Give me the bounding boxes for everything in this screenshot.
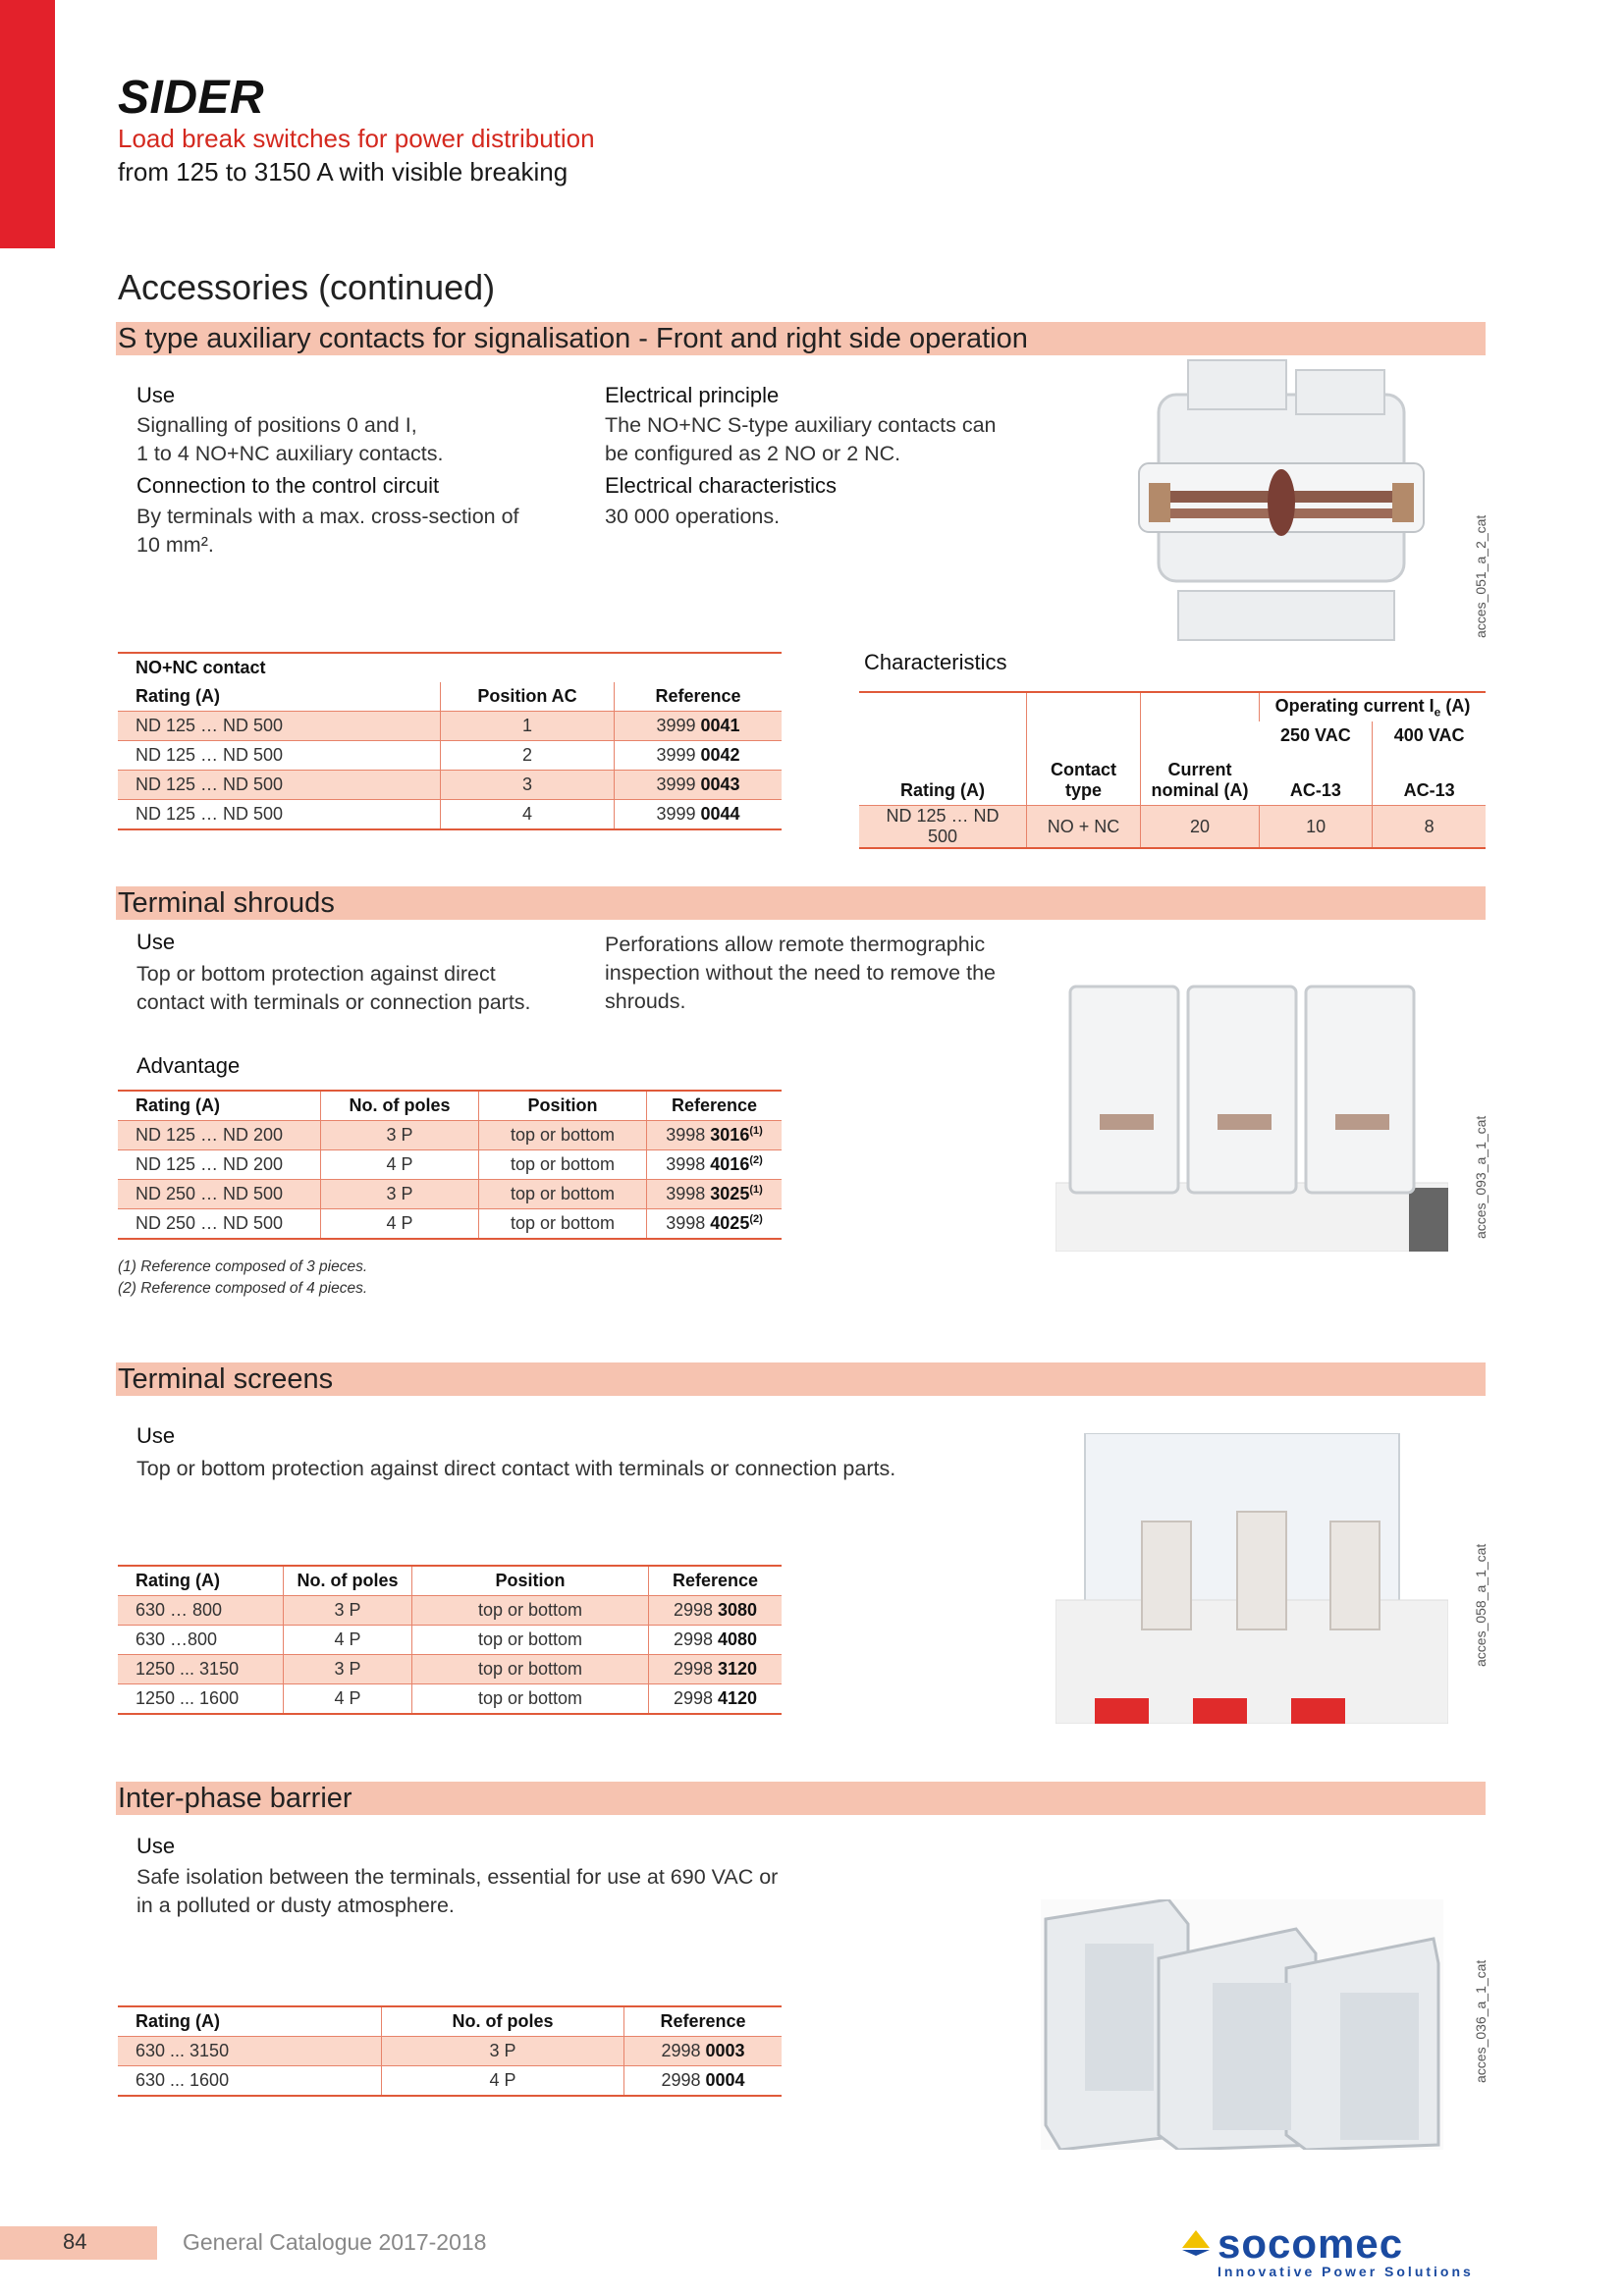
barrier-photo-reference: acces_036_a_1_cat bbox=[1473, 1959, 1489, 2083]
col-400vac: 400 VAC bbox=[1373, 721, 1486, 750]
section-band-aux-contacts: S type auxiliary contacts for signalisation - Front and right side operation bbox=[116, 322, 1486, 355]
table-row: 630 … 800 3 P top or bottom 2998 3080 bbox=[118, 1596, 782, 1626]
col-rating: Rating (A) bbox=[135, 1095, 220, 1115]
col-position: Position bbox=[479, 1091, 647, 1121]
aux-photo-reference: acces_051_a_2_cat bbox=[1473, 514, 1489, 638]
barrier-use-text: Safe isolation between the terminals, essential for use at 690 VAC or in a polluted or dusty atmosphere. bbox=[136, 1865, 779, 1917]
shrouds-advantage-label: Advantage bbox=[136, 1053, 241, 1078]
footnote-2: (2) Reference composed of 4 pieces. bbox=[118, 1280, 368, 1297]
aux-electrical-characteristics-text: 30 000 operations. bbox=[605, 505, 781, 528]
section-band-terminal-shrouds: Terminal shrouds bbox=[116, 886, 1486, 920]
col-contact-type: Contact type bbox=[1027, 692, 1141, 806]
table-row: ND 125 … ND 500 NO + NC 20 10 8 bbox=[859, 806, 1486, 849]
socomec-logo: socomec bbox=[1218, 2220, 1404, 2267]
aux-electrical-characteristics-label: Electrical characteristics bbox=[605, 473, 837, 498]
col-rating: Rating (A) bbox=[900, 780, 985, 800]
aux-use-text: Signalling of positions 0 and I, 1 to 4 NO+NC auxiliary contacts. bbox=[136, 413, 444, 465]
table-row: 1250 ... 1600 4 P top or bottom 2998 4120 bbox=[118, 1684, 782, 1715]
aux-contact-photo bbox=[1119, 355, 1443, 660]
page-heading: Accessories (continued) bbox=[118, 267, 496, 307]
table-row: 630 ... 1600 4 P 2998 0004 bbox=[118, 2066, 782, 2097]
terminal-shrouds-table bbox=[118, 1090, 782, 1240]
col-current-nominal: Current nominal (A) bbox=[1141, 692, 1260, 806]
section-band-inter-phase-barrier: Inter-phase barrier bbox=[116, 1782, 1486, 1815]
aux-electrical-principle-label: Electrical principle bbox=[605, 383, 780, 407]
product-range: from 125 to 3150 A with visible breaking bbox=[118, 157, 568, 187]
table-row: ND 125 … ND 500 2 3999 0042 bbox=[118, 741, 782, 771]
table-row: ND 125 … ND 500 4 3999 0044 bbox=[118, 800, 782, 830]
col-poles: No. of poles bbox=[382, 2006, 624, 2037]
table-row: ND 125 … ND 200 3 P top or bottom 3998 3016$^{(1)}$ bbox=[118, 1121, 782, 1150]
terminal-shrouds-photo bbox=[1056, 977, 1448, 1252]
page-number: 84 bbox=[63, 2229, 87, 2254]
col-reference: Reference bbox=[647, 1091, 783, 1121]
col-reference: Reference bbox=[624, 2006, 783, 2037]
section-band-terminal-screens: Terminal screens bbox=[116, 1362, 1486, 1396]
screens-use-label: Use bbox=[136, 1423, 176, 1448]
shrouds-use-label: Use bbox=[136, 930, 176, 954]
col-position: Position AC bbox=[441, 682, 615, 712]
table-row: ND 125 … ND 500 1 3999 0041 bbox=[118, 712, 782, 741]
table-row: 1250 ... 3150 3 P top or bottom 2998 3120 bbox=[118, 1655, 782, 1684]
terminal-screens-photo bbox=[1056, 1433, 1448, 1724]
brand-color-bar bbox=[0, 0, 55, 248]
aux-contact-table bbox=[118, 652, 782, 830]
catalogue-title: General Catalogue 2017-2018 bbox=[183, 2229, 487, 2255]
col-rating: Rating (A) bbox=[135, 2011, 220, 2031]
aux-electrical-principle-text: The NO+NC S-type auxiliary contacts can be configured as 2 NO or 2 NC. bbox=[605, 413, 997, 465]
col-poles: No. of poles bbox=[321, 1091, 479, 1121]
inter-phase-barrier-table bbox=[118, 2005, 782, 2097]
table-row: ND 125 … ND 200 4 P top or bottom 3998 4016$^{(2)}$ bbox=[118, 1150, 782, 1180]
table-group-header: NO+NC contact bbox=[135, 658, 266, 677]
terminal-screens-table bbox=[118, 1565, 782, 1715]
footnote-1: (1) Reference composed of 3 pieces. bbox=[118, 1258, 368, 1275]
col-250vac: 250 VAC bbox=[1280, 725, 1351, 745]
col-reference: Reference bbox=[649, 1566, 783, 1596]
col-ac13-250: AC-13 bbox=[1289, 780, 1341, 800]
shrouds-perforations-text: Perforations allow remote thermographic inspection without the need to remove the shrouds. bbox=[605, 933, 997, 1013]
col-ac13-400: AC-13 bbox=[1373, 750, 1486, 806]
socomec-tagline: Innovative Power Solutions bbox=[1218, 2264, 1474, 2279]
shrouds-use-text: Top or bottom protection against direct contact with terminals or connection parts. bbox=[136, 962, 531, 1014]
aux-connection-text: By terminals with a max. cross-section of 10 mm². bbox=[136, 505, 519, 557]
product-subtitle: Load break switches for power distribution bbox=[118, 124, 595, 153]
col-rating: Rating (A) bbox=[135, 1571, 220, 1590]
characteristics-label: Characteristics bbox=[864, 650, 1007, 674]
screens-photo-reference: acces_058_a_1_cat bbox=[1473, 1543, 1489, 1667]
table-row: ND 250 … ND 500 4 P top or bottom 3998 4025$^{(2)}$ bbox=[118, 1209, 782, 1240]
col-position: Position bbox=[412, 1566, 649, 1596]
aux-connection-label: Connection to the control circuit bbox=[136, 473, 440, 498]
screens-use-text: Top or bottom protection against direct contact with terminals or connection parts. bbox=[136, 1457, 896, 1480]
inter-phase-barrier-photo bbox=[1041, 1899, 1443, 2150]
col-operating-current: Operating current $I_e$ (A) bbox=[1260, 692, 1487, 721]
col-rating: Rating (A) bbox=[135, 686, 220, 706]
col-poles: No. of poles bbox=[284, 1566, 412, 1596]
aux-use-label: Use bbox=[136, 383, 176, 407]
shrouds-photo-reference: acces_093_a_1_cat bbox=[1473, 1115, 1489, 1239]
product-title: SIDER bbox=[118, 72, 265, 124]
table-row: 630 …800 4 P top or bottom 2998 4080 bbox=[118, 1626, 782, 1655]
table-row: 630 ... 3150 3 P 2998 0003 bbox=[118, 2037, 782, 2066]
table-row: ND 250 … ND 500 3 P top or bottom 3998 3025$^{(1)}$ bbox=[118, 1180, 782, 1209]
socomec-logo-icon bbox=[1178, 2226, 1214, 2256]
characteristics-table bbox=[859, 691, 1486, 849]
table-row: ND 125 … ND 500 3 3999 0043 bbox=[118, 771, 782, 800]
barrier-use-label: Use bbox=[136, 1834, 176, 1858]
col-reference: Reference bbox=[615, 682, 783, 712]
